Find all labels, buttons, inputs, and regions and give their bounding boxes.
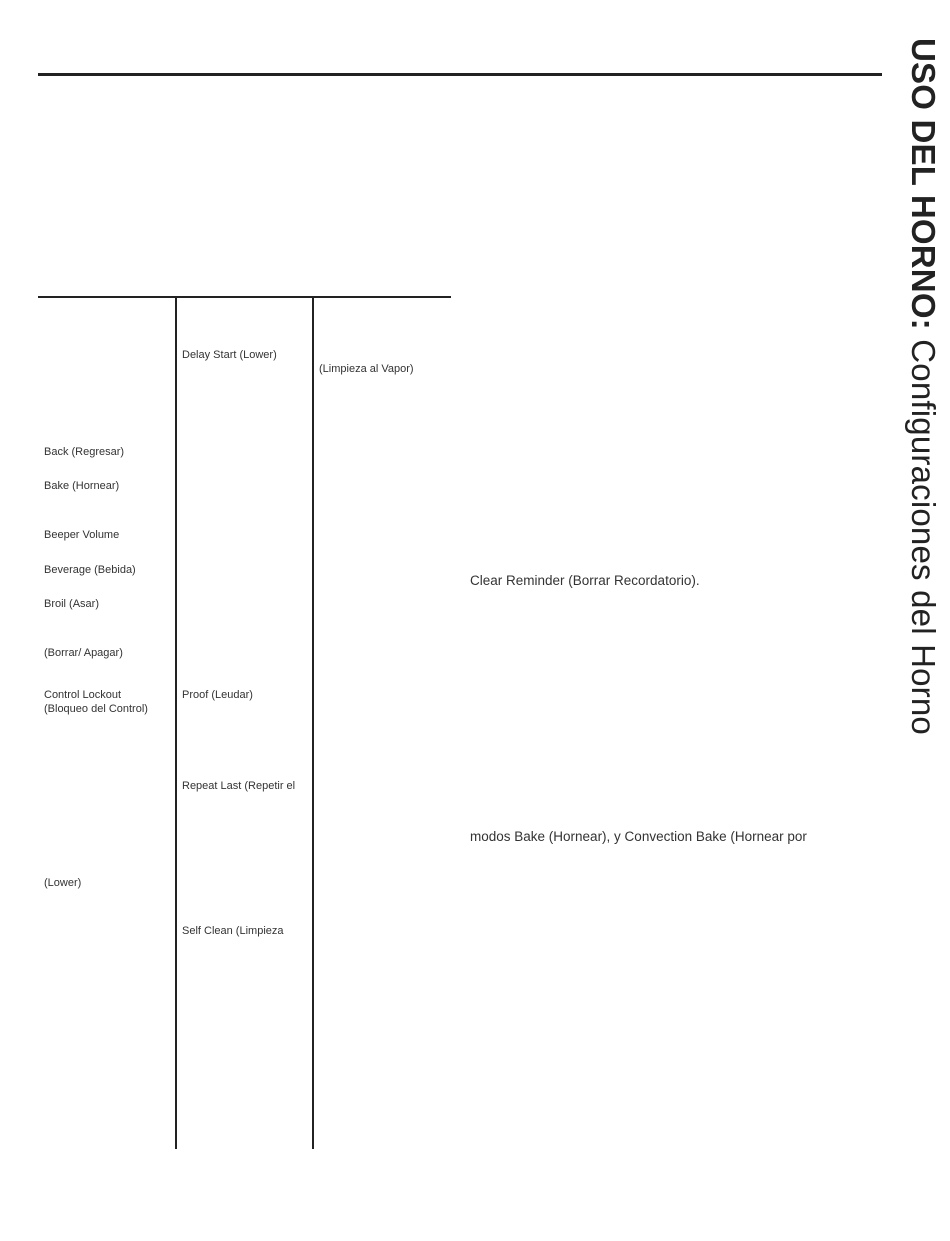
page-section-title — [906, 38, 940, 735]
table-cell-control-lockout: Control Lockout — [44, 689, 122, 701]
table-cell-back: Back (Regresar) — [44, 446, 125, 458]
table-cell-bake: Bake (Hornear) — [44, 480, 120, 492]
table-cell-proof: Proof (Leudar) — [182, 689, 253, 701]
table-cell-beverage: Beverage (Bebida) — [44, 564, 136, 576]
table-cell-repeat-last: Repeat Last (Repetir el — [182, 780, 296, 792]
section-title-subtitle: Configuraciones del Horno — [905, 329, 942, 735]
table-cell-self-clean: Self Clean (Limpieza — [182, 925, 284, 937]
table-cell-beeper-volume: Beeper Volume — [44, 529, 120, 541]
table-column-divider-2 — [312, 296, 314, 1149]
table-cell-borrar-apagar: (Borrar/ Apagar) — [44, 647, 123, 659]
table-cell-delay-start: Delay Start (Lower) — [182, 349, 277, 361]
table-top-rule — [38, 296, 451, 298]
table-column-divider-1 — [175, 296, 177, 1149]
top-rule — [38, 73, 882, 76]
side-note-bake-modes: modos Bake (Hornear), y Convection Bake (Hornear por — [470, 829, 807, 844]
table-cell-limpieza-al-vapor: (Limpieza al Vapor) — [319, 363, 414, 375]
table-cell-lower: (Lower) — [44, 877, 82, 889]
table-cell-bloqueo-del-control: (Bloqueo del Control) — [44, 703, 148, 715]
section-title-bold: USO DEL HORNO: — [905, 38, 942, 330]
side-note-clear-reminder: Clear Reminder (Borrar Recordatorio). — [470, 573, 700, 588]
table-cell-broil: Broil (Asar) — [44, 598, 100, 610]
